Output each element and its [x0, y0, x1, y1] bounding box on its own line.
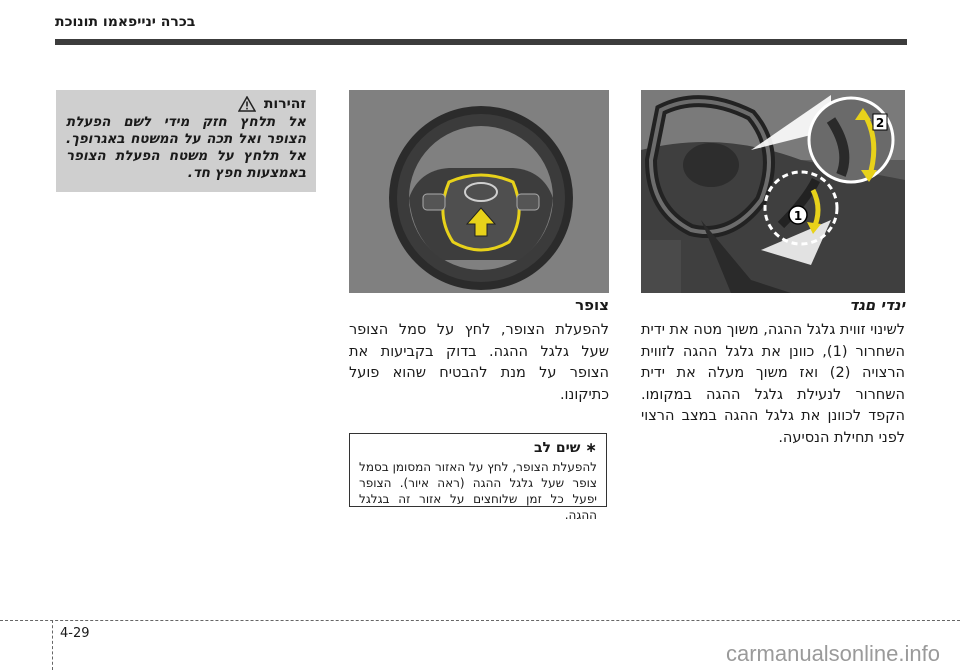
note-title: ∗ שים לב: [534, 440, 597, 456]
tilt-detail-circle: [809, 98, 893, 182]
callout-1-badge: [789, 206, 807, 224]
header-title: בכרה ינייפאמו תונוכת: [55, 14, 196, 30]
page-number: 4-29: [60, 626, 90, 641]
warning-triangle-icon: [238, 96, 256, 112]
svg-text:2: 2: [875, 116, 885, 130]
warning-body: אל תלחץ חזק מידי לשם הפעלת הצופר ואל תכה על המשטח באגרופך. אל תלחץ על משטח הפעלת הצופר באמצעות חפץ חד.: [66, 114, 306, 181]
footer-margin-line: [52, 620, 53, 670]
warning-box: [56, 90, 316, 192]
warning-header: [66, 96, 306, 112]
tilt-steering-photo: [641, 90, 905, 293]
horn-steering-photo: [349, 90, 609, 293]
tilt-paragraph: לשינוי זווית גלגל ההגה, משוך מטה את ידית השחרור (1), כוונן את גלגל ההגה לזווית הרצויה (2) ואז משוך מעלה את ידית השחרור לנעילת גלגל ההגה במקומו. הקפד לכוונן את גלגל ההגה במצב הרצוי לפני תחילת הנסיעה.: [641, 322, 906, 446]
tilt-caption: ינדי םגד: [849, 296, 905, 314]
header-bar: [55, 39, 907, 45]
horn-note-box: [349, 433, 607, 522]
horn-caption: צופר: [575, 296, 609, 314]
footer-divider: [0, 620, 960, 621]
warning-title: זהירות: [263, 96, 306, 112]
horn-paragraph: להפעלת הצופר, לחץ על סמל הצופר שעל גלגל ההגה. בדוק בקביעות את הצופר על מנת להבטיח שהוא פועל כתיקונו.: [349, 322, 609, 403]
note-body: להפעלת הצופר, לחץ על האזור המסומן בסמל צופר שעל גלגל ההגה (ראה איור). הצופר יפעל כל זמן שלוחצים על אזור זה בגלגל ההגה.: [359, 460, 597, 522]
watermark: carmanualsonline.info: [725, 641, 940, 666]
callout-2-badge: [873, 114, 887, 130]
svg-text:1: 1: [793, 209, 803, 223]
